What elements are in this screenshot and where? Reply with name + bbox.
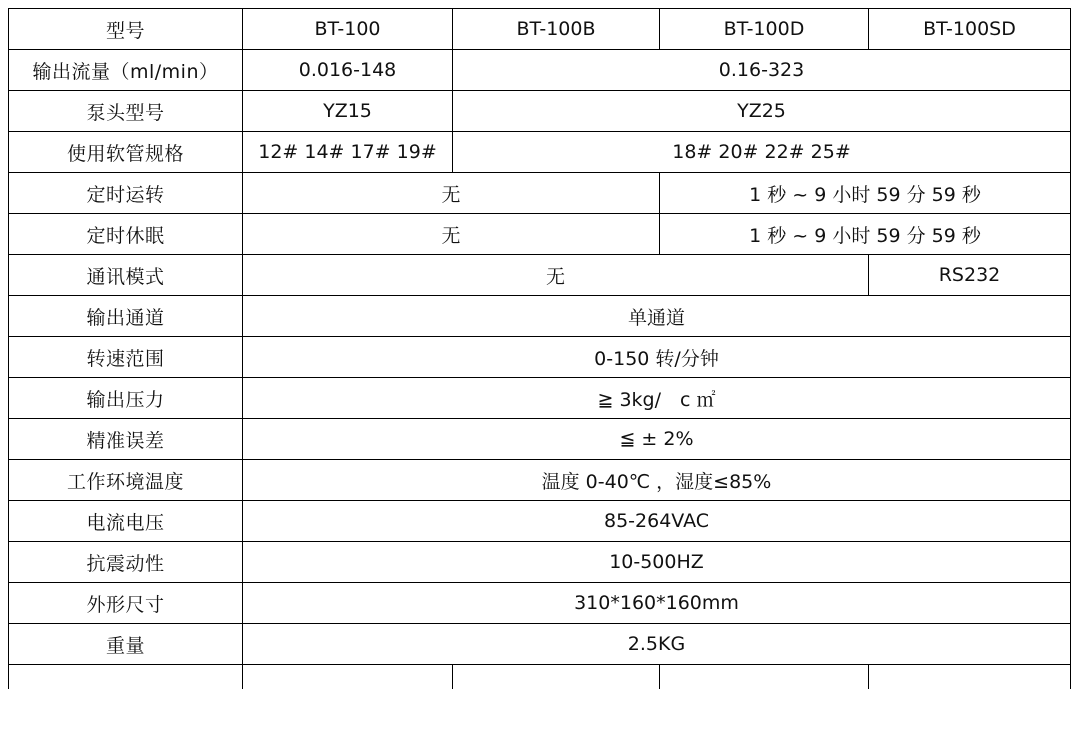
table-row-speed-range (9, 337, 1071, 378)
row-label: 外形尺寸 (9, 583, 243, 624)
row-value: 2.5KG (243, 624, 1071, 665)
table-row-accuracy-error (9, 419, 1071, 460)
continuation-cell (9, 665, 243, 690)
continuation-cell (660, 665, 869, 690)
table-row-vibration-resistance (9, 542, 1071, 583)
row-value: ≧ 3kg/ c ㎡ (243, 378, 1071, 419)
row-value: BT-100 (243, 9, 453, 50)
row-value: 18# 20# 22# 25# (453, 132, 1071, 173)
table-row-weight (9, 624, 1071, 665)
row-label: 重量 (9, 624, 243, 665)
row-value: 0-150 转/分钟 (243, 337, 1071, 378)
row-value: 12# 14# 17# 19# (243, 132, 453, 173)
row-value: 温度 0-40℃ ，湿度≤85% (243, 460, 1071, 501)
spec-table-body (9, 9, 1071, 690)
row-value: YZ25 (453, 91, 1071, 132)
row-label: 精准误差 (9, 419, 243, 460)
row-value: RS232 (869, 255, 1071, 296)
row-value: 无 (243, 214, 660, 255)
row-label: 定时休眠 (9, 214, 243, 255)
row-label: 通讯模式 (9, 255, 243, 296)
row-value: 1 秒 ~ 9 小时 59 分 59 秒 (660, 173, 1071, 214)
table-row-pump-head (9, 91, 1071, 132)
row-label: 工作环境温度 (9, 460, 243, 501)
table-row-current-voltage (9, 501, 1071, 542)
row-label: 输出压力 (9, 378, 243, 419)
row-value: BT-100D (660, 9, 869, 50)
continuation-cell (869, 665, 1071, 690)
table-row-output-flow (9, 50, 1071, 91)
table-row-tubing-spec (9, 132, 1071, 173)
table-row-dimensions (9, 583, 1071, 624)
row-label: 电流电压 (9, 501, 243, 542)
row-value: 单通道 (243, 296, 1071, 337)
row-value: BT-100SD (869, 9, 1071, 50)
row-value: 1 秒 ~ 9 小时 59 分 59 秒 (660, 214, 1071, 255)
row-label: 输出通道 (9, 296, 243, 337)
row-label: 型号 (9, 9, 243, 50)
continuation-cell (243, 665, 453, 690)
row-value: 10-500HZ (243, 542, 1071, 583)
row-label: 泵头型号 (9, 91, 243, 132)
spec-table (8, 8, 1071, 689)
row-label: 转速范围 (9, 337, 243, 378)
row-label: 抗震动性 (9, 542, 243, 583)
row-value: BT-100B (453, 9, 660, 50)
row-value: 无 (243, 255, 869, 296)
row-label: 定时运转 (9, 173, 243, 214)
table-row-continuation (9, 665, 1071, 690)
table-row-model (9, 9, 1071, 50)
row-value: YZ15 (243, 91, 453, 132)
row-value: 0.16-323 (453, 50, 1071, 91)
row-value: 85-264VAC (243, 501, 1071, 542)
table-row-output-channel (9, 296, 1071, 337)
table-row-timed-sleep (9, 214, 1071, 255)
table-row-timed-run (9, 173, 1071, 214)
row-value: 310*160*160mm (243, 583, 1071, 624)
row-label: 输出流量（ml/min） (9, 50, 243, 91)
row-value: ≦ ± 2% (243, 419, 1071, 460)
table-row-comm-mode (9, 255, 1071, 296)
continuation-cell (453, 665, 660, 690)
row-value: 0.016-148 (243, 50, 453, 91)
table-row-working-environment (9, 460, 1071, 501)
row-label: 使用软管规格 (9, 132, 243, 173)
table-row-output-pressure (9, 378, 1071, 419)
row-value: 无 (243, 173, 660, 214)
